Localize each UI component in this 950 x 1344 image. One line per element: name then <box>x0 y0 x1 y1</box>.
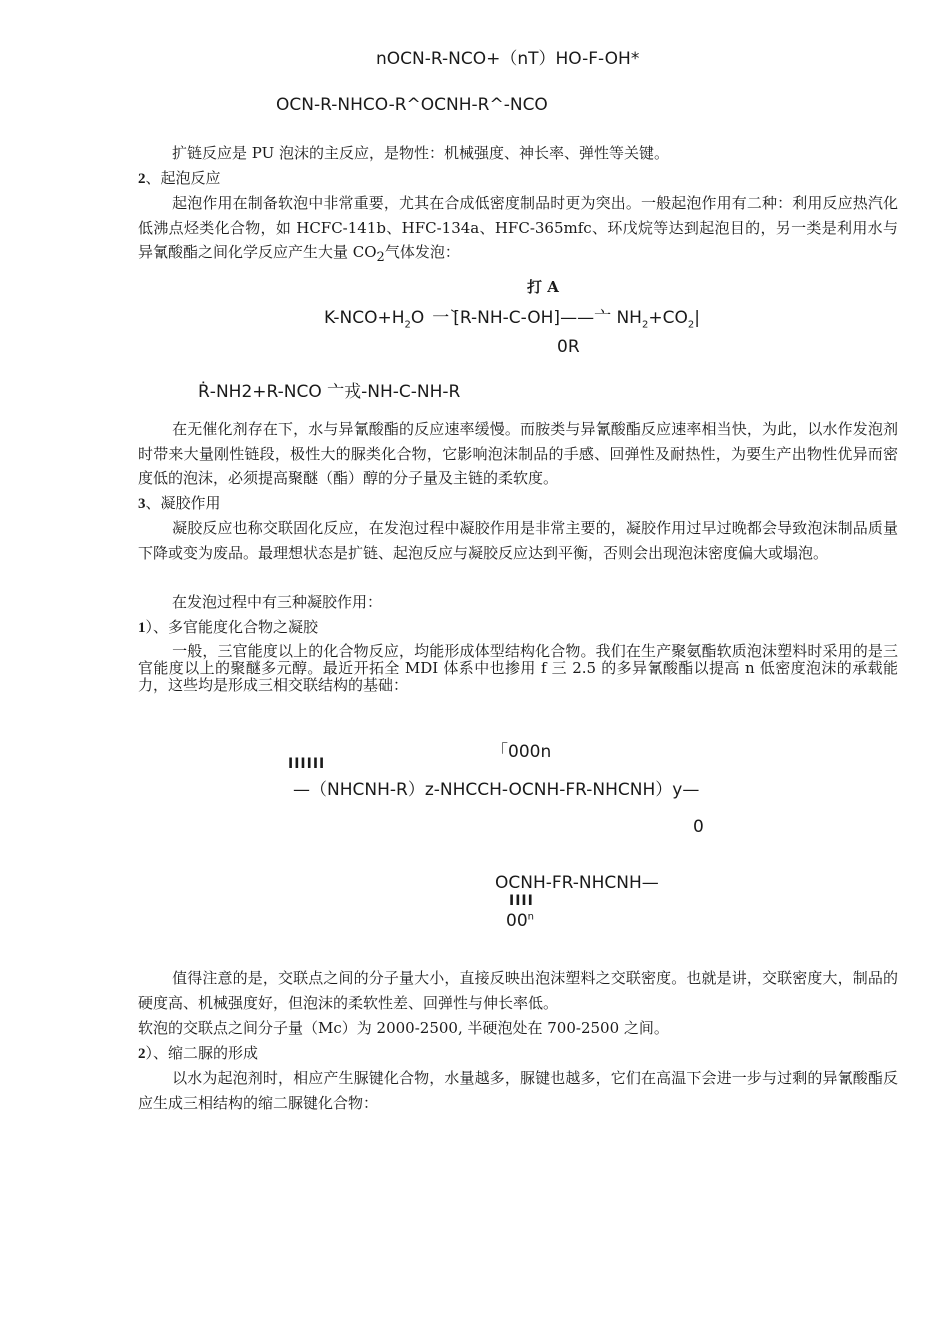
heading-text: ）、缩二脲的形成 <box>145 1044 259 1062</box>
formula-crosslink: —（NHCNH-R）z-NHCCH-OCNH-FR-NHCNH）y— <box>293 780 700 800</box>
formula-sub: 2 <box>404 319 411 331</box>
paragraph-text-end: 气体发泡： <box>384 243 460 261</box>
heading-text: ）、多官能度化合物之凝胶 <box>145 618 319 636</box>
paragraph-text: 在无催化剂存在下，水与异氰酸酯的反应速率缓慢。而胺类与异氰酸酯反应速率相当快，为此，以水作发泡剂时带来大量刚性链段，极性大的脲类化合物，它影响泡沫制品的手感、回弹性及耐热性，为要生产出物性优异而密度低的泡沫，必须提高聚醚（酯）醇的分子量及主链的柔软度。 <box>138 420 898 487</box>
paragraph-text: 扩链反应是 PU 泡沫的主反应，是物性：机械强度、神长率、弹性等关键。 <box>172 144 670 162</box>
paragraph-text: 凝胶反应也称交联固化反应，在发泡过程中凝胶作用是非常主要的，凝胶作用过早过晚都会导致泡沫制品质量下降或变为废品。最理想状态是扩链、起泡反应与凝胶反应达到平衡，否则会出现泡沫密度偏大或塌泡。 <box>138 519 898 562</box>
formula-part: K-NCO+H <box>324 308 405 328</box>
formula-sub: 2 <box>641 319 649 331</box>
formula-part: [R-NH-C-OH]——亠 NH <box>453 308 642 328</box>
heading-number: 3 <box>138 496 146 512</box>
paragraph-multifunctional <box>138 643 898 694</box>
paragraph-chain-extension <box>138 141 898 166</box>
formula-prepolymer: OCN-R-NHCO-R^OCNH-R^-NCO <box>276 95 548 115</box>
heading-number: 2 <box>138 1046 146 1062</box>
paragraph-crosslink-density <box>138 966 898 1015</box>
paragraph-mc: 软泡的交联点之间分子量（Mc）为 2000-2500, 半硬泡处在 700-2500 之间。 <box>138 1019 669 1037</box>
heading-number: 1 <box>138 620 146 636</box>
section-heading-foaming <box>138 166 221 191</box>
paragraph-text: 一般，三官能度以上的化合物反应，均能形成体型结构化合物。我们在生产聚氨酯软质泡沫塑料时采用的是三官能度以上的聚醚多元醇。最近开拓全 MDI 体系中也掺用 f 三 2.5 的多异氰酸酯以提高 n 低密度泡沫的承载能力，这些均是形成三相交联结构的基础： <box>138 642 898 694</box>
subheading-biuret <box>138 1041 258 1066</box>
heading-text: 、起泡反应 <box>145 169 221 187</box>
formula-chain-extension: nOCN-R-NCO+（nT）HO-F-OH* <box>376 49 640 69</box>
formula-crosslink-bars: IIIIII <box>288 756 326 772</box>
paragraph-text: 值得注意的是，交联点之间的分子量大小，直接反映出泡沫塑料之交联密度。也就是讲，交联密度大，制品的硬度高、机械强度好，但泡沫的柔软性差、回弹性与伸长率低。 <box>138 969 898 1012</box>
formula-water-reaction-bottom: 0R <box>557 337 580 357</box>
formula-sub: 2 <box>687 319 695 331</box>
paragraph-text: 在发泡过程中有三种凝胶作用： <box>172 593 383 611</box>
formula-crosslink-top: 「000n <box>491 742 552 762</box>
formula-part: | <box>694 308 700 328</box>
formula-water-reaction <box>324 303 700 330</box>
formula-water-reaction-top: 打 A <box>527 278 559 296</box>
heading-text: 、凝胶作用 <box>145 494 221 512</box>
formula-crosslink-branch-bars: IIII <box>509 893 534 909</box>
formula-crosslink-zero: 0 <box>693 817 704 837</box>
paragraph-three-gelations <box>138 590 898 615</box>
paragraph-catalyst <box>138 417 898 491</box>
formula-crosslink-branch-bottom <box>506 911 534 931</box>
paragraph-text: 起泡作用在制备软泡中非常重要，尤其在合成低密度制品时更为突出。一般起泡作用有二种：利用反应热汽化低沸点烃类化合物，如 HCFC-141b、HFC-134a、HFC-365mfc、环戊烷等达到起泡目的，另一类是利用水与异氰酸酯之间化学反应产生大量 CO <box>138 194 898 261</box>
section-heading-gelation <box>138 491 221 516</box>
paragraph-gelation <box>138 516 898 565</box>
heading-number: 2 <box>138 171 146 187</box>
formula-part: O <box>410 308 425 328</box>
formula-sup: n <box>527 911 534 923</box>
subscript: 2 <box>376 250 385 265</box>
formula-part: 00 <box>506 911 528 931</box>
subheading-multifunctional <box>138 615 318 640</box>
arrow-glyph: 一̀ <box>432 308 450 328</box>
paragraph-text: 以水为起泡剂时，相应产生脲键化合物，水量越多，脲键也越多，它们在高温下会进一步与过剩的异氰酸酯反应生成三相结构的缩二脲键化合物： <box>138 1069 898 1112</box>
formula-amine-reaction: Ṙ-NH2+R-NCO 亠戎-NH-C-NH-R <box>198 382 461 402</box>
paragraph-foaming <box>138 191 898 271</box>
formula-crosslink-branch: OCNH-FR-NHCNH— <box>495 873 659 893</box>
paragraph-biuret <box>138 1066 898 1115</box>
formula-part: +CO <box>648 308 688 328</box>
